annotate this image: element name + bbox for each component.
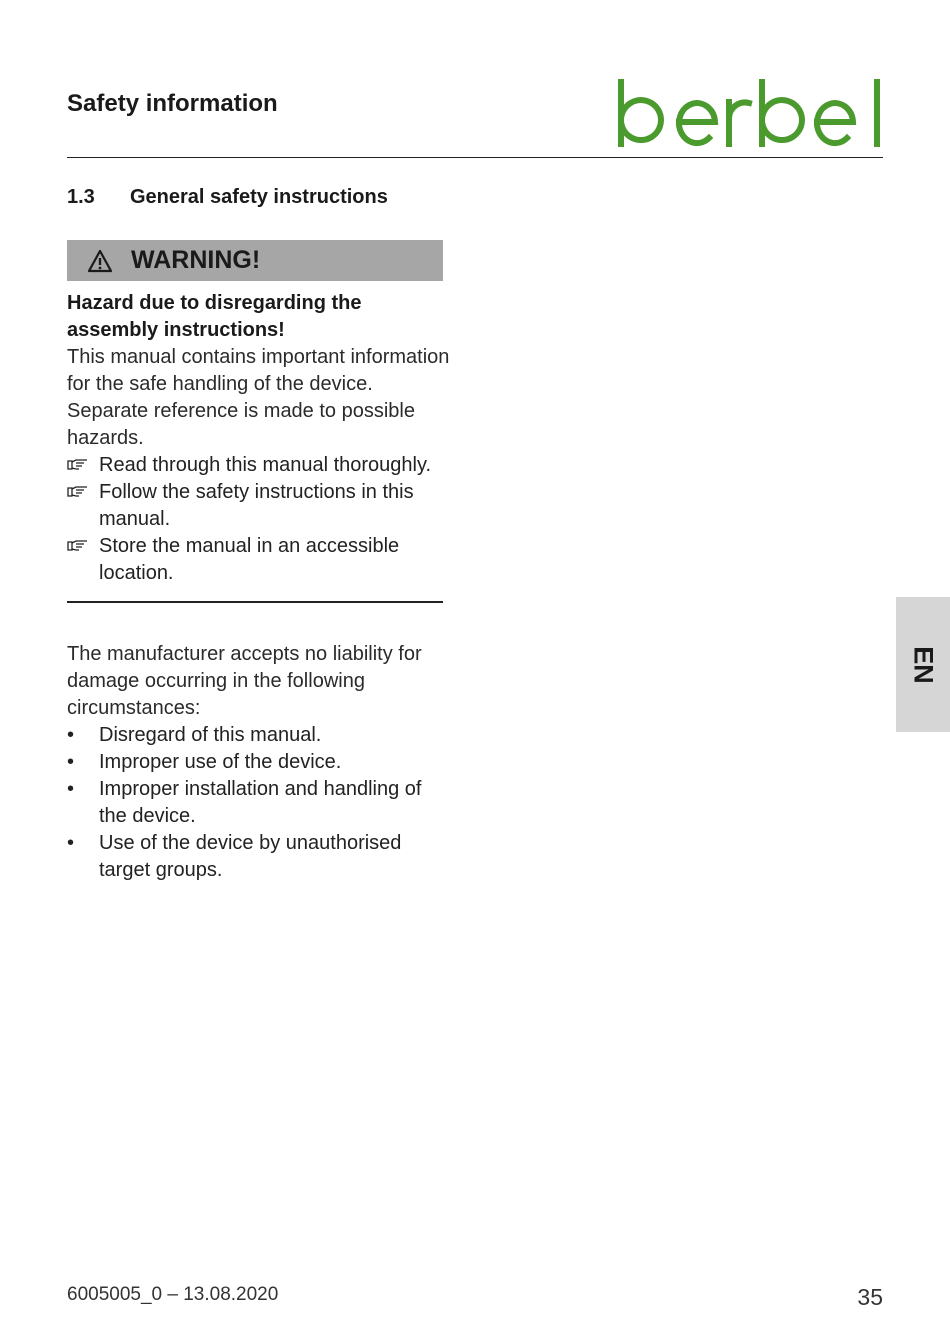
list-item bbox=[67, 452, 452, 479]
header-divider bbox=[67, 157, 883, 158]
hazard-title: Hazard due to disregarding the assembly instructions! bbox=[67, 292, 362, 341]
warning-end-divider bbox=[67, 601, 443, 603]
liability-item-text: Improper use of the device. bbox=[99, 751, 342, 773]
step-text: Read through this manual thoroughly. bbox=[99, 454, 432, 476]
pointing-hand-icon bbox=[67, 456, 89, 472]
page-header-title: Safety information bbox=[67, 90, 278, 117]
list-item bbox=[67, 776, 452, 830]
page-number: 35 bbox=[857, 1284, 883, 1310]
warning-banner bbox=[67, 240, 443, 281]
language-tab bbox=[896, 597, 950, 732]
liability-intro: The manufacturer accepts no liability for damage occurring in the following circumstances: bbox=[67, 643, 422, 719]
list-item bbox=[67, 533, 452, 587]
pointing-hand-icon bbox=[67, 483, 89, 499]
safety-steps-list bbox=[67, 452, 452, 587]
language-tab-label: EN bbox=[908, 645, 939, 684]
list-item bbox=[67, 749, 452, 776]
bullet-icon: • bbox=[67, 724, 75, 746]
berbel-logo bbox=[617, 78, 883, 148]
bullet-icon: • bbox=[67, 778, 75, 800]
list-item bbox=[67, 830, 452, 884]
hazard-description: This manual contains important information for the safe handling of the device. Separate reference is made to possible hazards. bbox=[67, 346, 450, 449]
list-item bbox=[67, 722, 452, 749]
step-text: Store the manual in an accessible location. bbox=[99, 535, 400, 584]
warning-label: WARNING! bbox=[131, 246, 261, 274]
bullet-icon: • bbox=[67, 751, 75, 773]
bullet-icon: • bbox=[67, 832, 75, 854]
liability-list bbox=[67, 722, 452, 884]
step-text: Follow the safety instructions in this manual. bbox=[99, 481, 414, 530]
pointing-hand-icon bbox=[67, 537, 89, 553]
liability-item-text: Improper installation and handling of the device. bbox=[99, 778, 422, 827]
section-number: 1.3 bbox=[67, 186, 95, 208]
footer-document-id: 6005005_0 – 13.08.2020 bbox=[67, 1284, 279, 1305]
warning-triangle-icon bbox=[87, 249, 113, 273]
section-heading bbox=[67, 186, 388, 209]
list-item bbox=[67, 479, 452, 533]
liability-item-text: Disregard of this manual. bbox=[99, 724, 322, 746]
liability-item-text: Use of the device by unauthorised target groups. bbox=[99, 832, 402, 881]
section-title: General safety instructions bbox=[130, 186, 388, 208]
